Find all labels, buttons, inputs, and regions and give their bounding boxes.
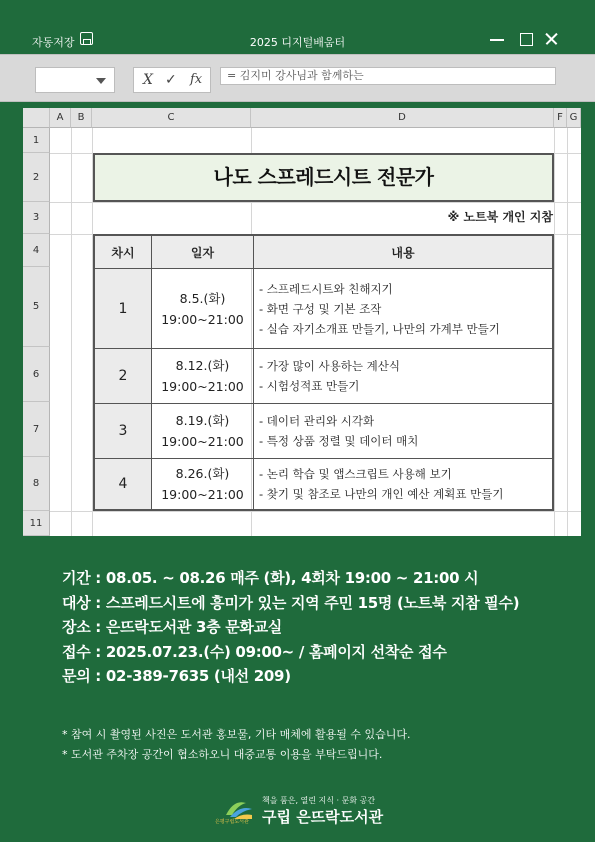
gridline: [23, 202, 581, 203]
session-number[interactable]: 4: [95, 459, 152, 509]
library-name: 구립 은뜨락도서관: [262, 808, 384, 826]
session-date: 8.19.(화): [175, 413, 230, 428]
session-date-cell[interactable]: [152, 404, 254, 459]
info-contact: 문의 : 02-389-7635 (내선 209): [62, 667, 291, 685]
program-info: [62, 566, 519, 689]
row-header-7[interactable]: 7: [23, 402, 50, 457]
title-bar: [0, 0, 595, 52]
maximize-icon[interactable]: [518, 30, 534, 46]
content-item: - 데이터 관리와 시각화: [259, 414, 375, 428]
content-item: - 시험성적표 만들기: [259, 379, 360, 393]
session-time: 19:00~21:00: [161, 434, 244, 449]
notice-parking: * 도서관 주차장 공간이 협소하오니 대중교통 이용을 부탁드립니다.: [62, 748, 383, 761]
row-header-8[interactable]: 8: [23, 457, 50, 511]
session-date: 8.12.(화): [175, 358, 230, 373]
row-header-1[interactable]: 1: [23, 128, 50, 153]
content-item: - 가장 많이 사용하는 계산식: [259, 359, 400, 373]
schedule-table: [93, 234, 554, 511]
column-header-c[interactable]: C: [92, 108, 251, 128]
cancel-icon[interactable]: 𝑋: [143, 72, 153, 88]
session-number[interactable]: 3: [95, 404, 152, 459]
notebook-note[interactable]: ※ 노트북 개인 지참: [447, 210, 553, 224]
session-date: 8.5.(화): [179, 290, 226, 306]
gridline: [567, 108, 568, 536]
session-content-cell[interactable]: [254, 349, 552, 404]
select-all-corner[interactable]: [23, 108, 50, 128]
session-date-cell[interactable]: [152, 459, 254, 509]
notices: [62, 725, 410, 765]
info-registration: 접수 : 2025.07.23.(수) 09:00~ / 홈페이지 선착순 접수: [62, 642, 447, 661]
session-content-cell[interactable]: [254, 459, 552, 509]
session-time: 19:00~21:00: [161, 311, 244, 327]
content-item: - 찾기 및 참조로 나만의 개인 예산 계획표 만들기: [259, 487, 504, 501]
column-header-b[interactable]: B: [71, 108, 92, 128]
session-number[interactable]: 2: [95, 349, 152, 404]
content-item: - 화면 구성 및 기본 조작: [259, 301, 382, 316]
header-session[interactable]: 차시: [95, 236, 152, 269]
column-header-g[interactable]: G: [567, 108, 581, 128]
formula-bar: [0, 54, 595, 102]
chevron-down-icon[interactable]: [96, 78, 106, 84]
minimize-icon[interactable]: [489, 30, 505, 46]
formula-buttons: [133, 67, 211, 93]
content-item: - 실습 자기소개표 만들기, 나만의 가계부 만들기: [259, 321, 500, 336]
header-content[interactable]: 내용: [254, 236, 552, 269]
sheet-title[interactable]: 나도 스프레드시트 전문가: [93, 153, 554, 202]
session-date-cell[interactable]: [152, 349, 254, 404]
gridline: [71, 108, 72, 536]
row-header-4[interactable]: 4: [23, 234, 50, 267]
session-time: 19:00~21:00: [161, 379, 244, 394]
window-title: 2025 디지털배움터: [249, 36, 346, 49]
info-target: 대상 : 스프레드시트에 흥미가 있는 지역 주민 15명 (노트북 지참 필수): [62, 593, 520, 612]
autosave-label[interactable]: 자동저장: [32, 36, 75, 49]
session-number[interactable]: 1: [95, 269, 152, 349]
row-header-6[interactable]: 6: [23, 347, 50, 402]
column-header-d[interactable]: D: [251, 108, 554, 128]
session-date-cell[interactable]: [152, 269, 254, 349]
header-date[interactable]: 일자: [152, 236, 254, 269]
session-date: 8.26.(화): [175, 466, 230, 481]
content-item: - 논리 학습 및 앱스크립트 사용해 보기: [259, 467, 452, 481]
row-header-3[interactable]: 3: [23, 202, 50, 234]
check-icon[interactable]: ✓: [165, 72, 177, 88]
session-content-cell[interactable]: [254, 404, 552, 459]
library-tagline: 책을 품은, 열린 지식 · 문화 공간: [262, 796, 376, 805]
content-item: - 스프레드시트와 친해지기: [259, 281, 393, 296]
spreadsheet-grid: [23, 108, 581, 536]
logo-caption: 은평구립도서관: [215, 819, 249, 825]
column-header-a[interactable]: A: [50, 108, 71, 128]
column-header-f[interactable]: F: [554, 108, 567, 128]
close-icon[interactable]: [543, 30, 559, 46]
session-content-cell[interactable]: [254, 269, 552, 349]
function-icon[interactable]: 𝑓𝑥: [190, 72, 203, 87]
row-header-5[interactable]: 5: [23, 267, 50, 347]
formula-input[interactable]: = 김지미 강사님과 함께하는: [220, 67, 556, 85]
gridline: [23, 511, 581, 512]
row-header-2[interactable]: 2: [23, 153, 50, 202]
row-header-11[interactable]: 11: [23, 511, 50, 536]
session-time: 19:00~21:00: [161, 487, 244, 502]
content-item: - 특정 상품 정렬 및 데이터 매치: [259, 434, 419, 448]
info-period: 기간 : 08.05. ~ 08.26 매주 (화), 4회차 19:00 ~ 21:00 시: [62, 569, 479, 587]
info-location: 장소 : 은뜨락도서관 3층 문화교실: [62, 618, 282, 636]
name-box[interactable]: [35, 67, 115, 93]
notice-photo: * 참여 시 촬영된 사진은 도서관 홍보물, 기타 매체에 활용될 수 있습니다.: [62, 728, 411, 741]
gridline: [554, 108, 555, 536]
